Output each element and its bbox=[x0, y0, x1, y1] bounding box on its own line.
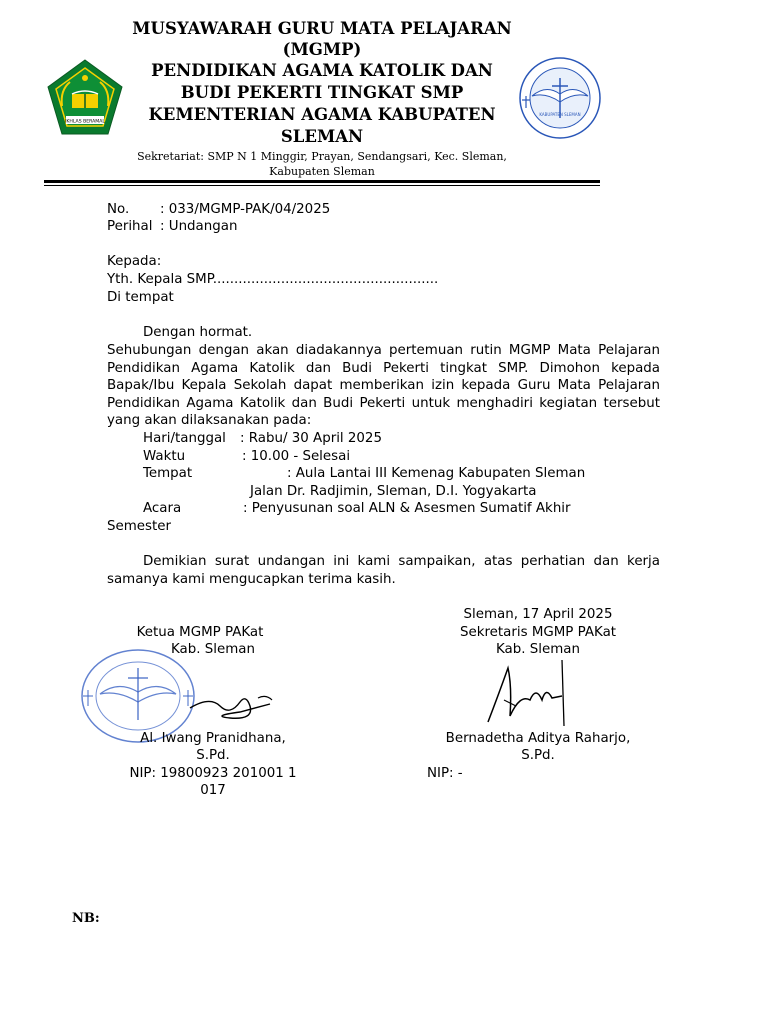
header-rule-thin bbox=[44, 185, 600, 186]
title-line-6: SLEMAN bbox=[280, 127, 364, 146]
title-line-3: PENDIDIKAN AGAMA KATOLIK DAN bbox=[151, 61, 493, 80]
tempat-value: : Aula Lantai III Kemenag Kabupaten Sleman bbox=[287, 466, 586, 481]
right-signer-name: Bernadetha Aditya Raharjo, bbox=[445, 731, 631, 746]
left-sign-sub: Kab. Sleman bbox=[171, 642, 255, 657]
kepada: Kepada: bbox=[107, 254, 162, 269]
recipient: Yth. Kepala SMP..................................................... bbox=[107, 272, 439, 287]
left-signer-degree: S.Pd. bbox=[196, 748, 230, 763]
logo-motto: IKHLAS BERAMAL bbox=[65, 119, 105, 125]
right-signature bbox=[480, 656, 580, 732]
header-rule-thick bbox=[44, 180, 600, 183]
mgmp-logo-center: KABUPATEN SLEMAN bbox=[539, 112, 581, 117]
acara-value: : Penyusunan soal ALN & Asesmen Sumatif Akhir bbox=[243, 501, 571, 516]
left-sign-title: Ketua MGMP PAKat bbox=[136, 625, 264, 640]
nb-label: NB: bbox=[72, 911, 100, 926]
right-signer-nip: NIP: - bbox=[427, 766, 463, 781]
title-line-5: KEMENTERIAN AGAMA KABUPATEN bbox=[148, 105, 496, 124]
letterhead-title bbox=[120, 18, 524, 148]
title-line-4: BUDI PEKERTI TINGKAT SMP bbox=[180, 83, 464, 102]
address-line-1: Sekretariat: SMP N 1 Minggir, Prayan, Sendangsari, Kec. Sleman, bbox=[137, 150, 507, 163]
right-signer-degree: S.Pd. bbox=[521, 748, 555, 763]
perihal-label: Perihal bbox=[107, 219, 153, 234]
perihal-value: : Undangan bbox=[160, 219, 238, 234]
hari-value: : Rabu/ 30 April 2025 bbox=[240, 431, 382, 446]
waktu-value: : 10.00 - Selesai bbox=[242, 449, 351, 464]
waktu-label: Waktu bbox=[143, 449, 186, 464]
left-signer-name: Al. Iwang Pranidhana, bbox=[140, 731, 286, 746]
tempat-value-2: Jalan Dr. Radjimin, Sleman, D.I. Yogyakarta bbox=[250, 484, 537, 499]
salutation: Dengan hormat. bbox=[143, 325, 253, 340]
letterhead-address bbox=[120, 150, 524, 179]
kemenag-logo bbox=[46, 58, 124, 138]
place-date: Sleman, 17 April 2025 bbox=[463, 607, 613, 622]
left-signer-nip: NIP: 19800923 201001 1 bbox=[129, 766, 297, 781]
left-signature bbox=[180, 686, 280, 726]
no-value: : 033/MGMP-PAK/04/2025 bbox=[160, 202, 331, 217]
closing-paragraph: Demikian surat undangan ini kami sampaikan, atas perhatian dan kerja samanya kami mengucapkan terima kasih. bbox=[107, 554, 660, 587]
left-signer-nip-2: 017 bbox=[200, 783, 226, 798]
body-paragraph: Sehubungan dengan akan diadakannya pertemuan rutin MGMP Mata Pelajaran Pendidikan Agama Katolik dan Budi Pekerti tingkat SMP. Dimohon kepada Bapak/Ibu Kepala Sekolah dapat memberikan izin kepada Guru Mata Pelajaran Pendidikan Agama Katolik dan Budi Pekerti untuk menghadiri kegiatan tersebut yang akan dilaksanakan pada: bbox=[107, 343, 660, 429]
tempat-label: Tempat bbox=[143, 466, 193, 481]
mgmp-logo bbox=[518, 56, 602, 140]
acara-label: Acara bbox=[143, 501, 182, 516]
hari-label: Hari/tanggal bbox=[143, 431, 226, 446]
title-line-1: MUSYAWARAH GURU MATA PELAJARAN bbox=[132, 19, 512, 38]
address-line-2: Kabupaten Sleman bbox=[269, 164, 375, 178]
no-label: No. bbox=[107, 202, 130, 217]
acara-value-2: Semester bbox=[107, 519, 171, 534]
title-line-2: (MGMP) bbox=[282, 40, 362, 59]
di-tempat: Di tempat bbox=[107, 290, 174, 305]
right-sign-sub: Kab. Sleman bbox=[496, 642, 580, 657]
right-sign-title: Sekretaris MGMP PAKat bbox=[459, 625, 617, 640]
